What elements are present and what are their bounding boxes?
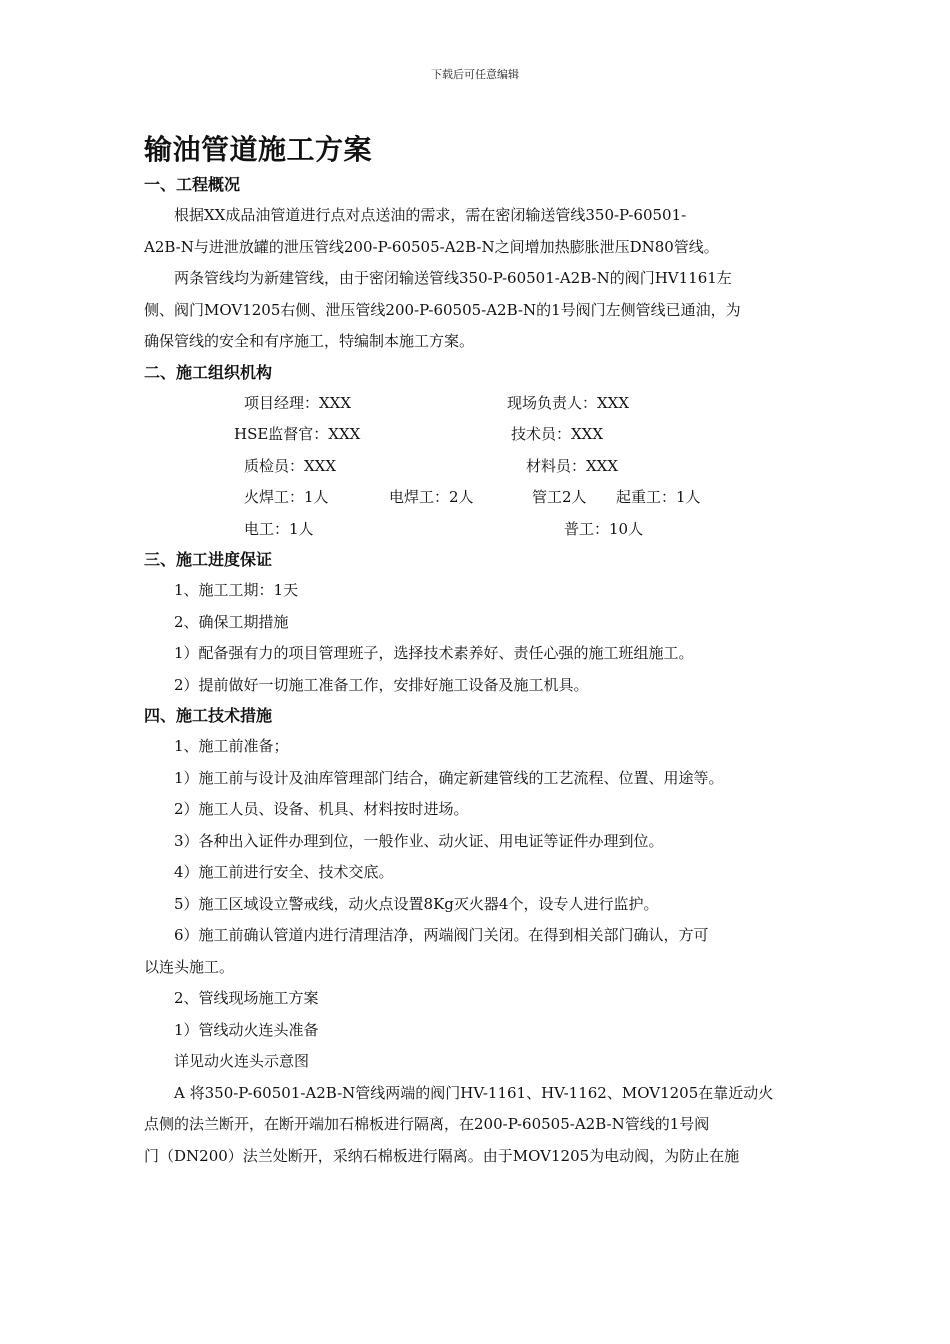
org-pipe-fitter: 管工2人: [532, 488, 587, 506]
org-row: [144, 388, 816, 420]
paragraph-line: 根据XX成品油管道进行点对点送油的需求，需在密闭输送管线350-P-60501-: [174, 206, 687, 224]
list-item: 1、施工工期：1天: [174, 581, 299, 599]
list-item: 4）施工前进行安全、技术交底。: [174, 863, 394, 881]
list-item: 1）管线动火连头准备: [174, 1020, 319, 1039]
section-heading-schedule: 三、施工进度保证: [144, 550, 273, 569]
paragraph-line: A2B-N与进泄放罐的泄压管线200-P-60505-A2B-N之间增加热膨胀泄压DN80管线。: [144, 237, 719, 256]
paragraph-line: 两条管线均为新建管线，由于密闭输送管线350-P-60501-A2B-N的阀门HV1161左: [174, 269, 732, 287]
paragraph-line: 以连头施工。: [144, 957, 235, 976]
paragraph-line: 详见动火连头示意图: [174, 1052, 310, 1070]
list-item: 6）施工前确认管道内进行清理洁净，两端阀门关闭。在得到相关部门确认，方可: [174, 926, 709, 944]
paragraph-line: 确保管线的安全和有序施工，特编制本施工方案。: [144, 332, 475, 350]
list-item: 1）施工前与设计及油库管理部门结合，确定新建管线的工艺流程、位置、用途等。: [174, 768, 724, 787]
org-material-clerk: 材料员：XXX: [526, 456, 619, 475]
document-title: 输油管道施工方案: [144, 133, 373, 166]
paragraph-line: 点侧的法兰断开，在断开端加石棉板进行隔离，在200-P-60505-A2B-N管线的1号阀: [144, 1115, 710, 1133]
list-item: 5）施工区域设立警戒线，动火点设置8Kg灭火器4个，设专人进行监护。: [174, 894, 659, 913]
section-heading-organization: 二、施工组织机构: [144, 362, 273, 382]
org-electrician: 电工：1人: [244, 519, 314, 538]
org-row: [144, 419, 816, 451]
org-row: [144, 451, 816, 483]
list-item: 3）各种出入证件办理到位，一般作业、动火证、用电证等证件办理到位。: [174, 831, 664, 850]
paragraph-line: 侧、阀门MOV1205右侧、泄压管线200-P-60505-A2B-N的1号阀门左侧管线已通油，为: [144, 300, 741, 319]
list-item: 2、管线现场施工方案: [174, 989, 319, 1007]
section-heading-overview: 一、工程概况: [144, 175, 241, 194]
list-item: 2、确保工期措施: [174, 612, 289, 631]
list-item: 1）配备强有力的项目管理班子，选择技术素养好、责任心强的施工班组施工。: [174, 644, 694, 662]
org-row: [144, 482, 816, 514]
list-item: 2）施工人员、设备、机具、材料按时进场。: [174, 800, 469, 818]
paragraph-line: 门（DN200）法兰处断开，采纳石棉板进行隔离。由于MOV1205为电动阀，为防止在施: [144, 1146, 740, 1165]
paragraph-line: A 将350-P-60501-A2B-N管线两端的阀门HV-1161、HV-1162、MOV1205在靠近动火: [174, 1083, 774, 1102]
page-header-note: 下载后可任意编辑: [431, 68, 519, 81]
org-site-lead: 现场负责人：XXX: [507, 393, 630, 412]
document-body: [144, 130, 816, 1172]
org-row: [144, 514, 816, 546]
org-fire-welder: 火焊工：1人: [244, 488, 329, 506]
section-heading-technical-measures: 四、施工技术措施: [144, 706, 273, 725]
list-item: 1、施工前准备；: [174, 737, 289, 755]
org-hse-supervisor: HSE监督官：XXX: [234, 425, 361, 443]
org-electric-welder: 电焊工：2人: [389, 488, 474, 506]
org-rigger: 起重工：1人: [616, 488, 701, 506]
org-technician: 技术员：XXX: [511, 425, 604, 443]
list-item: 2）提前做好一切施工准备工作，安排好施工设备及施工机具。: [174, 675, 589, 694]
org-project-manager: 项目经理：XXX: [244, 393, 352, 412]
org-qc-inspector: 质检员：XXX: [244, 456, 337, 475]
org-laborer: 普工：10人: [564, 519, 644, 538]
